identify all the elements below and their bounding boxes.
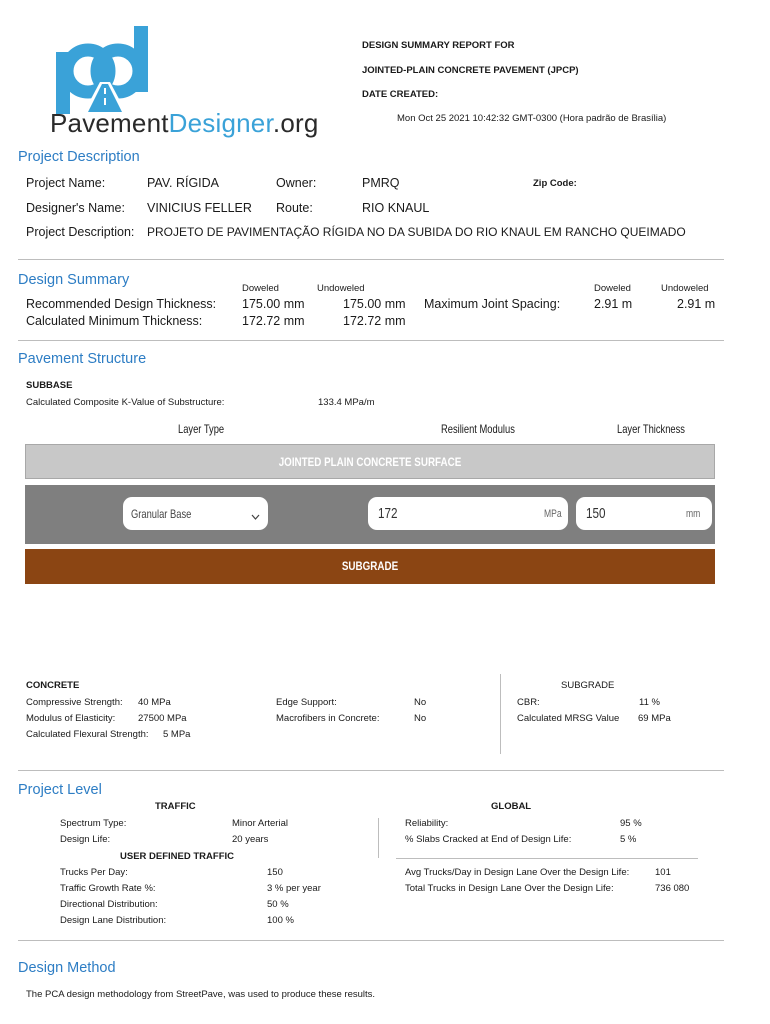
report-date-label: DATE CREATED: [362, 89, 439, 100]
subgrade-label: SUBGRADE [341, 559, 399, 573]
route-value: RIO KNAUL [362, 201, 430, 215]
flexural-value: 5 MPa [163, 729, 191, 740]
calculated-doweled-value: 172.72 mm [242, 314, 305, 328]
edge-support-value: No [414, 697, 427, 708]
reliability-label: Reliability: [405, 818, 449, 829]
directional-label: Directional Distribution: [60, 899, 158, 910]
vertical-divider [500, 674, 501, 754]
report-title-line2: JOINTED-PLAIN CONCRETE PAVEMENT (JPCP) [362, 65, 579, 76]
recommended-undoweled-value: 175.00 mm [343, 297, 406, 311]
avg-trucks-value: 101 [655, 867, 671, 878]
edge-support-label: Edge Support: [276, 697, 337, 708]
traffic-title: TRAFFIC [155, 801, 196, 812]
slabs-cracked-value: 5 % [620, 834, 637, 845]
col-resilient-modulus: Resilient Modulus [441, 422, 515, 436]
logo [50, 24, 340, 144]
joint-undoweled-value: 2.91 m [677, 297, 716, 311]
compressive-label: Compressive Strength: [26, 697, 123, 708]
subbase-title: SUBBASE [26, 380, 73, 391]
trucks-per-day-label: Trucks Per Day: [60, 867, 128, 878]
cbr-label: CBR: [517, 697, 540, 708]
macrofibers-value: No [414, 713, 427, 724]
vertical-divider [378, 818, 379, 858]
joint-doweled-value: 2.91 m [594, 297, 633, 311]
logo-wordmark-part1: Pavement [50, 108, 169, 138]
project-description-label: Project Description: [26, 225, 135, 239]
designer-name-value: VINICIUS FELLER [147, 201, 252, 215]
kvalue-value: 133.4 MPa/m [318, 397, 375, 408]
layer-subgrade [25, 549, 715, 584]
zip-code-label: Zip Code: [533, 178, 577, 189]
spectrum-value: Minor Arterial [232, 818, 288, 829]
col-doweled: Doweled [242, 283, 279, 294]
chevron-down-icon [251, 508, 260, 526]
directional-value: 50 % [267, 899, 289, 910]
col-undoweled: Undoweled [317, 283, 365, 294]
project-description-value: PROJETO DE PAVIMENTAÇÃO RÍGIDA NO DA SUBIDA DO RIO KNAUL EM RANCHO QUEIMADO [147, 225, 686, 239]
joint-spacing-label: Maximum Joint Spacing: [424, 297, 561, 311]
lane-distribution-value: 100 % [267, 915, 294, 926]
design-summary-heading: Design Summary [18, 272, 130, 288]
base-thickness-unit: mm [686, 508, 701, 520]
macrofibers-label: Macrofibers in Concrete: [276, 713, 380, 724]
recommended-doweled-value: 175.00 mm [242, 297, 305, 311]
logo-wordmark-part3: .org [272, 108, 319, 138]
modulus-label: Modulus of Elasticity: [26, 713, 116, 724]
divider [396, 858, 698, 859]
total-trucks-label: Total Trucks in Design Lane Over the Design Life: [405, 883, 614, 894]
base-modulus-unit: MPa [544, 508, 562, 520]
project-name-value: PAV. RÍGIDA [147, 176, 220, 190]
subgrade-title: SUBGRADE [561, 680, 615, 691]
base-modulus-input[interactable] [368, 497, 568, 530]
owner-value: PMRQ [362, 176, 400, 190]
divider [18, 340, 724, 341]
growth-rate-value: 3 % per year [267, 883, 321, 894]
cbr-value: 11 % [639, 697, 660, 708]
growth-rate-label: Traffic Growth Rate %: [60, 883, 156, 894]
design-life-value: 20 years [232, 834, 269, 845]
project-level-heading: Project Level [18, 782, 102, 798]
divider [18, 770, 724, 771]
trucks-per-day-value: 150 [267, 867, 283, 878]
spectrum-label: Spectrum Type: [60, 818, 127, 829]
owner-label: Owner: [276, 176, 317, 190]
concrete-title: CONCRETE [26, 680, 80, 691]
compressive-value: 40 MPa [138, 697, 171, 708]
base-type-select[interactable] [123, 497, 268, 530]
joint-col-doweled: Doweled [594, 283, 631, 294]
mrsg-value: 69 MPa [638, 713, 671, 724]
global-title: GLOBAL [491, 801, 532, 812]
project-name-label: Project Name: [26, 176, 106, 190]
report-date-value: Mon Oct 25 2021 10:42:32 GMT-0300 (Hora padrão de Brasília) [397, 113, 667, 124]
report-title-line1: DESIGN SUMMARY REPORT FOR [362, 40, 515, 51]
total-trucks-value: 736 080 [655, 883, 690, 894]
base-modulus-value: 172 [378, 505, 398, 522]
col-layer-type: Layer Type [178, 422, 225, 436]
design-method-heading: Design Method [18, 960, 116, 976]
logo-wordmark [50, 108, 319, 139]
base-thickness-input[interactable] [576, 497, 712, 530]
design-life-label: Design Life: [60, 834, 111, 845]
lane-distribution-label: Design Lane Distribution: [60, 915, 167, 926]
calculated-thickness-label: Calculated Minimum Thickness: [26, 314, 203, 328]
divider [18, 940, 724, 941]
base-type-value: Granular Base [131, 507, 192, 521]
pd-logo-icon [54, 24, 164, 119]
layer-surface [25, 444, 715, 479]
kvalue-label: Calculated Composite K-Value of Substructure: [26, 397, 225, 408]
base-thickness-value: 150 [586, 505, 606, 522]
logo-wordmark-part2: Designer [168, 108, 273, 138]
divider [18, 259, 724, 260]
layer-base [25, 485, 715, 544]
user-defined-traffic-title: USER DEFINED TRAFFIC [120, 851, 234, 862]
route-label: Route: [276, 201, 313, 215]
mrsg-label: Calculated MRSG Value [517, 713, 620, 724]
reliability-value: 95 % [620, 818, 642, 829]
slabs-cracked-label: % Slabs Cracked at End of Design Life: [405, 834, 572, 845]
avg-trucks-label: Avg Trucks/Day in Design Lane Over the Design Life: [405, 867, 630, 878]
recommended-thickness-label: Recommended Design Thickness: [26, 297, 217, 311]
surface-label: JOINTED PLAIN CONCRETE SURFACE [278, 455, 462, 469]
flexural-label: Calculated Flexural Strength: [26, 729, 149, 740]
design-method-text: The PCA design methodology from StreetPave, was used to produce these results. [26, 989, 376, 1000]
calculated-undoweled-value: 172.72 mm [343, 314, 406, 328]
project-description-heading: Project Description [18, 149, 140, 165]
col-layer-thickness: Layer Thickness [617, 422, 685, 436]
joint-col-undoweled: Undoweled [661, 283, 709, 294]
pavement-structure-heading: Pavement Structure [18, 351, 147, 367]
modulus-value: 27500 MPa [138, 713, 187, 724]
designer-name-label: Designer's Name: [26, 201, 125, 215]
